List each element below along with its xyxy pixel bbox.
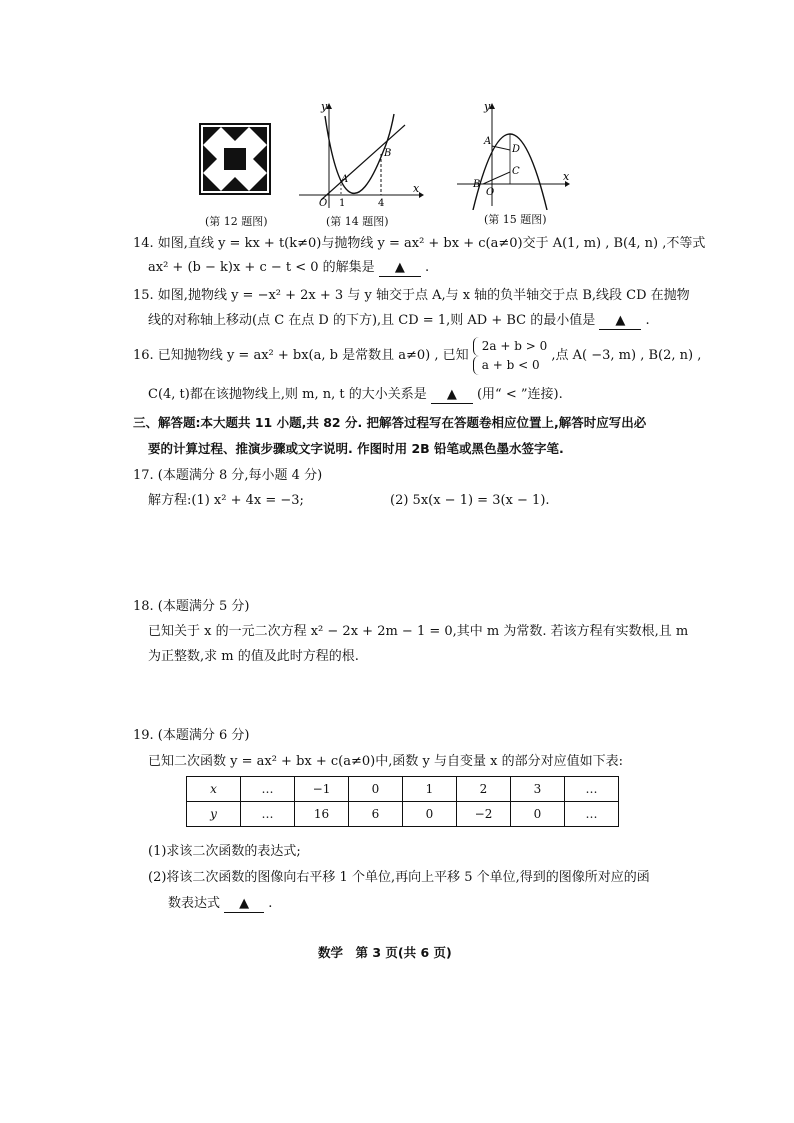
fig15-label-D: D (512, 144, 521, 155)
fig14-label-B: B (384, 148, 392, 159)
q19-part2-text: 数表达式 (168, 896, 221, 911)
q14-answer-blank[interactable]: ▲ (379, 259, 421, 277)
q14-line2 (148, 259, 429, 277)
fig12-center (224, 148, 246, 170)
fig14-label-O: O (319, 198, 328, 209)
q16-line2-text: C(4, t)都在该抛物线上,则 m, n, t 的大小关系是 (148, 387, 427, 402)
q14-line1: 14. 如图,直线 y = kx + t(k≠0)与抛物线 y = ax² + bx + c(a≠0)交于 A(1, m) , B(4, n) ,不等式 (133, 236, 706, 251)
q19-x-1: … (241, 777, 295, 802)
q17-part2: (2) 5x(x − 1) = 3(x − 1). (390, 493, 550, 508)
fig15-label-C: C (512, 166, 520, 177)
fig15-label-A: A (484, 136, 492, 147)
fig14-caption: (第 14 题图) (326, 215, 389, 228)
section3-line1: 三、解答题:本大题共 11 小题,共 82 分. 把解答过程写在答题卷相应位置上,解答时应写出必 (133, 415, 647, 430)
q19-part1: (1)求该二次函数的表达式; (148, 844, 301, 859)
q17-part1: 解方程:(1) x² + 4x = −3; (148, 493, 304, 508)
q18-header: 18. (本题满分 5 分) (133, 599, 250, 614)
fig14-x-arrow (419, 192, 424, 198)
q19-part2-line1: (2)将该二次函数的图像向右平移 1 个单位,再向上平移 5 个单位,得到的图像所对应的函 (148, 870, 650, 885)
q16-brace-top: 2a + b > 0 (473, 337, 547, 356)
q15-line1: 15. 如图,抛物线 y = −x² + 2x + 3 与 y 轴交于点 A,与 x 轴的负半轴交于点 B,线段 CD 在抛物 (133, 288, 690, 303)
q19-header: 19. (本题满分 6 分) (133, 728, 250, 743)
fig15-BC (483, 172, 510, 184)
fig15-caption: (第 15 题图) (484, 213, 547, 226)
figure-14 (295, 100, 425, 210)
q16-line1-text: 16. 已知抛物线 y = ax² + bx(a, b 是常数且 a≠0) , 已知 (133, 348, 469, 363)
q19-x-0: x (187, 777, 241, 802)
q15-line2 (148, 312, 650, 330)
q14-line2-text: ax² + (b − k)x + c − t < 0 的解集是 (148, 260, 375, 275)
q16-brace-bottom: a + b < 0 (473, 356, 547, 375)
figure-15 (455, 98, 575, 210)
q19-x-3: 0 (349, 777, 403, 802)
q15-line2-end: . (645, 313, 650, 328)
q16-line2-end: (用“ < ”连接). (476, 387, 563, 402)
q19-y-2: 16 (295, 802, 349, 827)
q19-intro: 已知二次函数 y = ax² + bx + c(a≠0)中,函数 y 与自变量 x 的部分对应值如下表: (148, 754, 623, 769)
q19-y-6: 0 (511, 802, 565, 827)
q19-y-1: … (241, 802, 295, 827)
q19-value-table (186, 776, 619, 827)
fig15-label-y: y (484, 100, 491, 113)
fig15-label-O: O (486, 187, 495, 198)
q18-line1: 已知关于 x 的一元二次方程 x² − 2x + 2m − 1 = 0,其中 m 为常数. 若该方程有实数根,且 m (148, 624, 689, 639)
q15-answer-blank[interactable]: ▲ (599, 312, 641, 330)
page-footer: 数学 第 3 页(共 6 页) (318, 945, 452, 960)
section3-line2: 要的计算过程、推演步骤或文字说明. 作图时用 2B 铅笔或黑色墨水签字笔. (148, 441, 564, 456)
q19-x-2: −1 (295, 777, 349, 802)
q19-y-3: 6 (349, 802, 403, 827)
fig14-label-y: y (321, 100, 328, 113)
q19-y-5: −2 (457, 802, 511, 827)
fig14-label-4: 4 (378, 198, 385, 209)
q19-x-7: … (565, 777, 619, 802)
q19-part2-line2 (168, 895, 272, 913)
q16-answer-blank[interactable]: ▲ (431, 386, 473, 404)
q19-table-row-y (187, 802, 619, 827)
q19-x-4: 1 (403, 777, 457, 802)
q19-y-0: y (187, 802, 241, 827)
q19-part2-end: . (268, 896, 273, 911)
q17-header: 17. (本题满分 8 分,每小题 4 分) (133, 468, 323, 483)
q16-brace-system (473, 337, 547, 375)
q16-line1 (133, 336, 701, 376)
q15-line2-text: 线的对称轴上移动(点 C 在点 D 的下方),且 CD = 1,则 AD + BC 的最小值是 (148, 313, 596, 328)
q16-line2 (148, 386, 563, 404)
fig15-label-x: x (563, 170, 570, 183)
fig14-label-1: 1 (339, 198, 346, 209)
q18-line2: 为正整数,求 m 的值及此时方程的根. (148, 649, 359, 664)
q19-x-6: 3 (511, 777, 565, 802)
fig15-label-B: B (473, 179, 481, 190)
q19-x-5: 2 (457, 777, 511, 802)
q19-table-row-x (187, 777, 619, 802)
q19-y-4: 0 (403, 802, 457, 827)
q14-line2-end: . (424, 260, 430, 275)
fig14-label-A: A (341, 174, 349, 185)
fig12-caption: (第 12 题图) (205, 215, 268, 228)
q16-line1-end: ,点 A( −3, m) , B(2, n) , (551, 348, 702, 363)
q19-answer-blank[interactable]: ▲ (224, 895, 264, 913)
q19-y-7: … (565, 802, 619, 827)
figure-12 (198, 120, 274, 200)
fig14-label-x: x (413, 182, 420, 195)
